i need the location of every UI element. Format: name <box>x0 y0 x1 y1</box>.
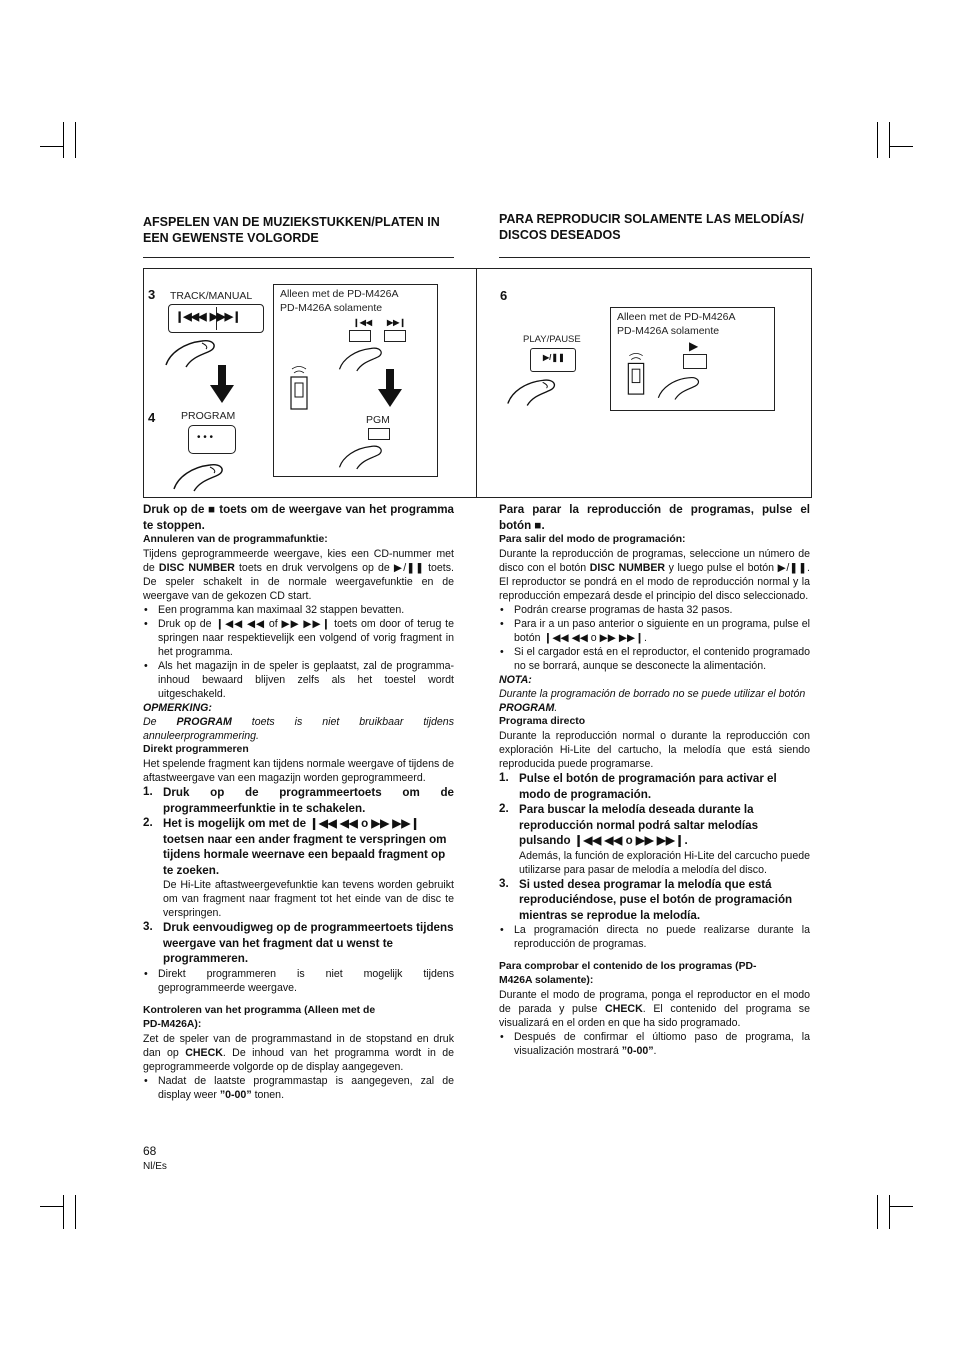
track-manual-icons: ❙◀◀◀ ▶▶▶❙ <box>175 311 241 323</box>
right-direct-steps <box>499 771 810 923</box>
finger-icon-program <box>170 459 230 493</box>
step-4-number: 4 <box>148 410 156 425</box>
inset-right-line-1: Alleen met de PD-M426A <box>617 311 736 323</box>
left-check-text: Zet de speler van de programmastand in de stopstand en druk dan op CHECK. De inhoud van het programma wordt in de geprogrammeerde volgorde op de display aangegeven. <box>143 1032 454 1073</box>
left-heading <box>143 214 463 246</box>
remote-play-icon: ▶ <box>689 339 699 353</box>
figure-divider <box>476 269 477 497</box>
play-pause-button[interactable] <box>530 348 576 372</box>
arrow-down-icon-remote <box>378 369 402 409</box>
left-note-text: De PROGRAM toets is niet bruikbaar tijdens annuleerprogrammering. <box>143 716 454 742</box>
list-item: • Podrán crearse programas de hasta 32 pasos. <box>499 603 810 617</box>
language-code: Nl/Es <box>143 1161 167 1172</box>
remote-prev-icon: ❙◀◀ <box>353 318 373 327</box>
instruction-figure <box>143 268 812 498</box>
right-note-title: NOTA: <box>499 674 532 686</box>
step-item: 3. Druk eenvoudigweg op de programmeertoets tijdens weergave van het fragment dat u wenst te programmeren. <box>143 920 454 965</box>
left-cancel-title: Annuleren van de programmafunktie: <box>143 534 328 545</box>
stop-icon: ■ <box>208 503 216 516</box>
left-direct-intro: Het spelende fragment kan tijdens normale weergave of tijdens de aftastweergave van een magazijn worden geprogrammeerd. <box>143 758 454 784</box>
track-manual-label: TRACK/MANUAL <box>170 290 253 302</box>
step-item: 1. Pulse el botón de programación para activar el modo de programación. <box>499 771 777 801</box>
left-stop-instruction: Druk op de ■ toets om de weergave van het programma te stoppen. <box>143 503 454 532</box>
left-cancel-bullets <box>143 603 454 701</box>
list-item: • Nadat de laatste programmastap is aangegeven, zal de display weer ”0-00” tonen. <box>143 1074 454 1102</box>
right-direct-intro: Durante la reproducción normal o durante la reproducción con exploración Hi-Lite del cartucho, la melodía que está siendo reproducida puede programarse. <box>499 730 810 770</box>
left-direct-steps <box>143 785 454 967</box>
pgm-label: PGM <box>366 414 390 426</box>
right-heading-rule <box>499 257 810 258</box>
remote-control-icon-right <box>625 350 647 396</box>
right-column <box>499 502 810 1058</box>
remote-pgm-button[interactable] <box>368 428 390 440</box>
step-6-number: 6 <box>500 288 508 303</box>
remote-next-button[interactable] <box>384 330 406 342</box>
right-cancel-bullets <box>499 603 810 673</box>
list-item: • Si el cargador está en el reproductor, el contenido programado no se borrará, aunque se desconecte la alimentación. <box>499 645 810 673</box>
list-item: • Direkt programmeren is niet mogelijk tijdens geprogrammeerde weergave. <box>143 967 454 995</box>
step-item: 1. Druk op de programmeertoets om de programmeerfunktie in te schakelen. <box>143 785 454 815</box>
remote-inset-left <box>273 284 438 477</box>
remote-control-icon <box>288 363 310 411</box>
right-cancel-text: Durante la reproducción de programas, seleccione un número de disco con el botón DISC NUMBER y luego pulse el botón ▶/❚❚. El reproductor se pondrá en el modo de reproducción normal y la reproducción empezará desde el principio del disco seleccionado. <box>499 548 810 602</box>
inset-right-line-2: PD-M426A solamente <box>617 325 720 337</box>
program-dots: • • • <box>197 432 214 443</box>
step-3-number: 3 <box>148 287 156 302</box>
inset-left-line-1: Alleen met de PD-M426A <box>280 288 399 300</box>
step-item: 2. Para buscar la melodía deseada durante la reproducción normal podrá saltar melodías pulsando ❙◀◀ ◀◀ o ▶▶ ▶▶❙. Además, la función de exploración Hi-Lite del carcucho puede utilizarse para pasar de melodía a melodía del disco. <box>499 802 810 876</box>
left-direct-title: Direkt programmeren <box>143 744 249 755</box>
remote-play-button[interactable] <box>683 354 707 369</box>
right-check-text: Durante el modo de programa, ponga el reproductor en el modo de parada y pulse CHECK. El contenido del programa se visualizará en el orden en que ha sido programado. <box>499 989 810 1029</box>
step-item: 2. Het is mogelijk om met de ❙◀◀ ◀◀ o ▶▶ ▶▶❙ toetsen naar een ander fragment te verspringen om tijdens hormale weernave een bepaald fragment op te zoeken. De Hi-Lite aftastweergevefunktie kan tevens worden gebruikt om van fragment naar fragment tot het einde van de disc te verspringen. <box>143 816 454 919</box>
left-note-title: OPMERKING: <box>143 702 212 714</box>
left-check-title: Kontroleren van het programma (Alleen met de PD-M426A): <box>143 1004 376 1030</box>
right-heading-line-2: DISCOS DESEADOS <box>499 228 621 242</box>
finger-icon-remote-pgm <box>336 441 388 471</box>
remote-inset-right <box>610 307 775 411</box>
list-item: • Después de confirmar el últiomo paso de programa, la visualización mostrará ”0-00”. <box>499 1030 810 1058</box>
left-direct-bullets <box>143 967 454 995</box>
program-button[interactable] <box>188 425 236 454</box>
arrow-down-icon-left <box>210 365 234 405</box>
list-item: • La programación directa no puede realizarse durante la reproducción de programas. <box>499 923 810 951</box>
left-heading-rule <box>143 257 454 258</box>
list-item: • Para ir a un paso anterior o siguiente en un programa, pulse el botón ❙◀◀ ◀◀ o ▶▶ ▶▶❙. <box>499 617 810 645</box>
step-item: 3. Si usted desea programar la melodía que está reproduciéndose, puse el botón de programación mientras se reprodue la melodía. <box>499 876 793 922</box>
right-heading-line-1: PARA REPRODUCIR SOLAMENTE LAS MELODÍAS/ <box>499 212 804 226</box>
program-label: PROGRAM <box>181 410 236 422</box>
left-heading-line-2: EEN GEWENSTE VOLGORDE <box>143 231 319 245</box>
play-pause-icon: ▶/❚❚ <box>543 353 565 362</box>
left-heading-line-1: AFSPELEN VAN DE MUZIEKSTUKKEN/PLATEN IN <box>143 215 440 229</box>
right-note-text: Durante la programación de borrado no se puede utilizar el botón PROGRAM. <box>499 688 806 714</box>
list-item: • Als het magazijn in de speler is geplaatst, zal de programma-inhoud bewaard blijven zelfs als het toestel wordt uitgeschakeld. <box>143 659 454 701</box>
page-number: 68 <box>143 1144 157 1158</box>
list-item: • Een programma kan maximaal 32 stappen bevatten. <box>143 603 454 617</box>
finger-icon-remote-play <box>655 372 705 402</box>
finger-icon-track <box>162 335 222 369</box>
left-check-bullets <box>143 1074 454 1102</box>
remote-prev-button[interactable] <box>349 330 371 342</box>
list-item: • Druk op de ❙◀◀ ◀◀ of ▶▶ ▶▶❙ toets om door of terug te springen naar respektievelijk een volgend of vorig fragment in het programma. <box>143 617 454 659</box>
left-cancel-text: Tijdens geprogrammeerde weergave, kies een CD-nummer met de DISC NUMBER toets en druk vervolgens op de ▶/❚❚ toets. De speler schakelt in de normale weergavefunktie en de weergave van de gekozen CD start. <box>143 548 454 602</box>
inset-left-line-2: PD-M426A solamente <box>280 302 383 314</box>
right-check-title: Para comprobar el contenido de los programas (PD- M426A solamente): <box>499 961 757 986</box>
right-heading <box>499 211 819 243</box>
remote-next-icon: ▶▶❙ <box>387 318 407 327</box>
right-stop-instruction: Para parar la reproducción de programas, pulse el botón ■. <box>499 503 810 532</box>
right-direct-title: Programa directo <box>499 716 586 727</box>
left-column <box>143 502 454 1102</box>
track-manual-button[interactable] <box>168 304 264 333</box>
right-cancel-title: Para salir del modo de programación: <box>499 534 686 545</box>
right-direct-bullets <box>499 923 810 951</box>
right-check-bullets <box>499 1030 810 1058</box>
finger-icon-play <box>504 374 562 408</box>
stop-icon: ■ <box>534 518 542 532</box>
play-pause-label: PLAY/PAUSE <box>523 334 581 345</box>
